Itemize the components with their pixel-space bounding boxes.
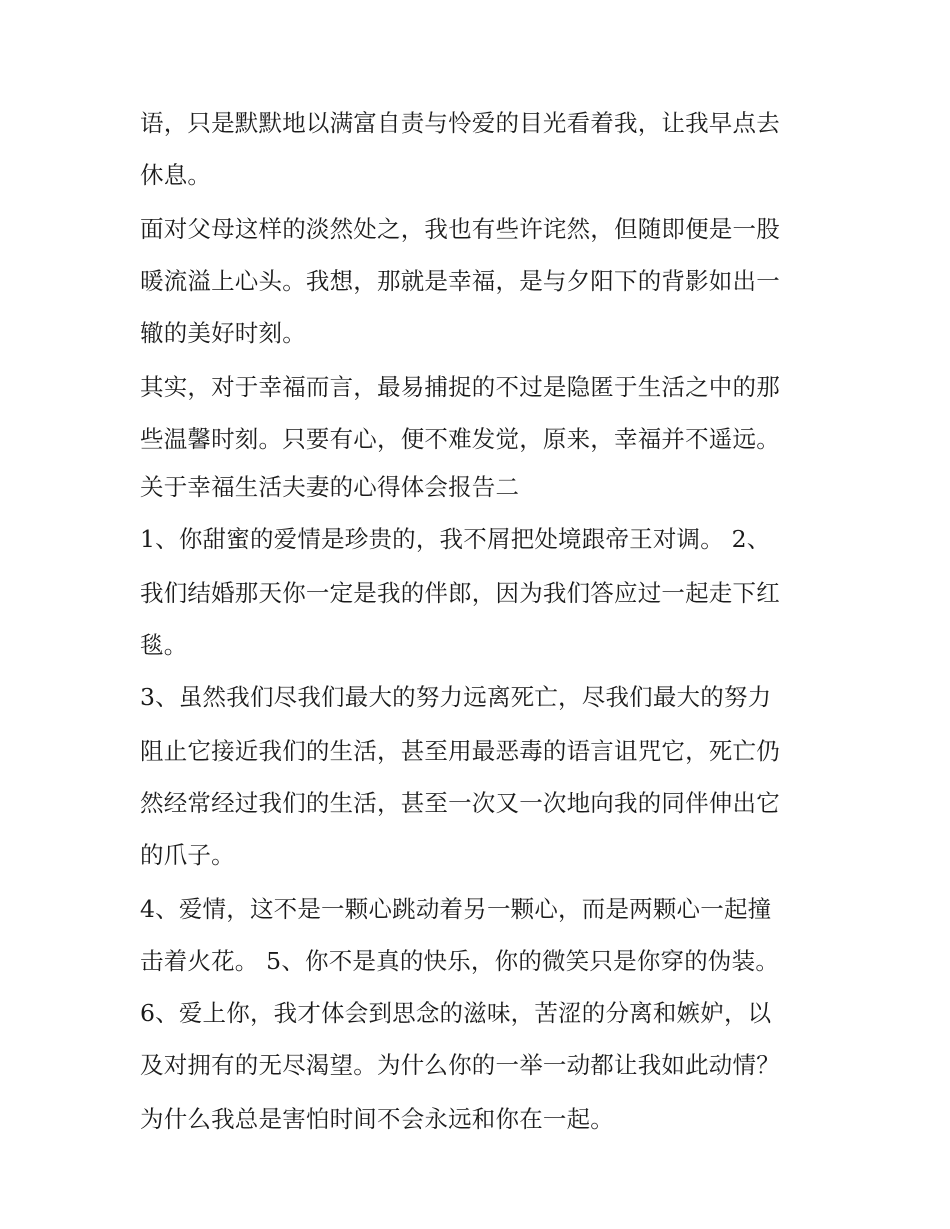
- text-line-16: 4、爱情，这不是一颗心跳动着另一颗心，而是两颗心一起撞: [140, 895, 772, 923]
- text-line-7: 些温馨时刻。只要有心，便不难发觉，原来，幸福并不遥远。: [140, 425, 780, 453]
- text-line-2: 休息。: [140, 161, 212, 189]
- text-line-6: 其实，对于幸福而言，最易捕捉的不过是隐匿于生活之中的那: [140, 373, 780, 401]
- text-line-13: 阻止它接近我们的生活，甚至用最恶毒的语言诅咒它，死亡仍: [140, 737, 780, 765]
- text-line-3: 面对父母这样的淡然处之，我也有些许诧然，但随即便是一股: [140, 215, 780, 243]
- text-line-9: 1、你甜蜜的爱情是珍贵的，我不屑把处境跟帝王对调。 2、: [140, 525, 771, 553]
- text-line-15: 的爪子。: [140, 841, 235, 869]
- text-line-5: 辙的美好时刻。: [140, 319, 306, 347]
- section-heading: 关于幸福生活夫妻的心得体会报告二: [140, 473, 520, 501]
- text-line-11: 毯。: [140, 631, 188, 659]
- text-line-20: 为什么我总是害怕时间不会永远和你在一起。: [140, 1105, 614, 1133]
- text-line-1: 语，只是默默地以满富自责与怜爱的目光看着我，让我早点去: [140, 109, 780, 137]
- text-line-4: 暖流溢上心头。我想，那就是幸福，是与夕阳下的背影如出一: [140, 267, 780, 295]
- text-line-12: 3、虽然我们尽我们最大的努力远离死亡，尽我们最大的努力: [140, 683, 772, 711]
- text-line-10: 我们结婚那天你一定是我的伴郎，因为我们答应过一起走下红: [140, 579, 780, 607]
- text-line-14: 然经常经过我们的生活，甚至一次又一次地向我的同伴伸出它: [140, 789, 780, 817]
- text-line-17: 击着火花。 5、你不是真的快乐，你的微笑只是你穿的伪装。: [140, 947, 780, 975]
- text-line-18: 6、爱上你，我才体会到思念的滋味，苦涩的分离和嫉妒，以: [140, 999, 772, 1027]
- text-line-19: 及对拥有的无尽渴望。为什么你的一举一动都让我如此动情？: [140, 1051, 780, 1079]
